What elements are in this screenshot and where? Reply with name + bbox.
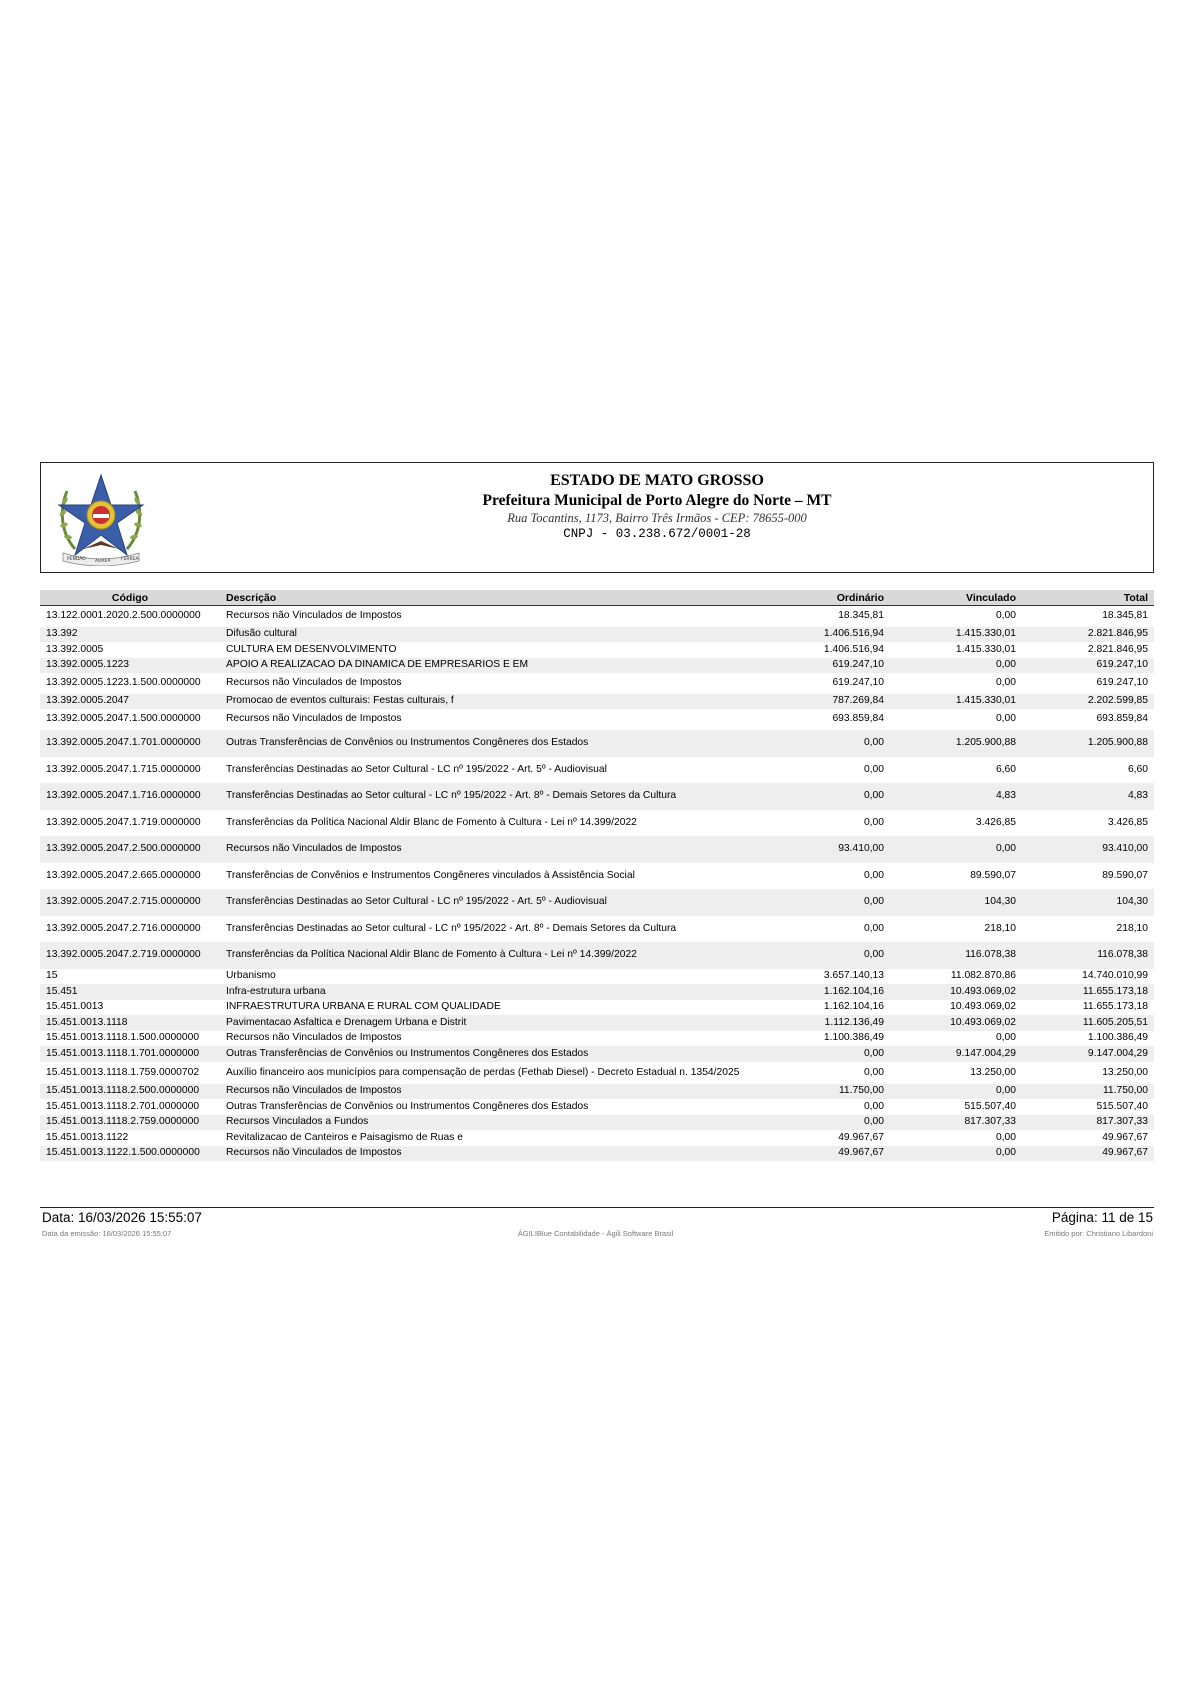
cell-description: Recursos Vinculados a Fundos (220, 1115, 758, 1130)
table-row (40, 1000, 1154, 1015)
cell-total: 1.205.900,88 (1022, 730, 1154, 757)
cell-ordinario: 0,00 (863, 763, 884, 775)
table-row (40, 658, 1154, 673)
cell-code: 15.451.0013.1122.1.500.0000000 (40, 1146, 220, 1161)
cell-total: 11.605.205,51 (1022, 1015, 1154, 1031)
cell-vinculado: 104,30 (890, 889, 1022, 916)
cell-total: 9.147.004,29 (1022, 1046, 1154, 1062)
column-header-description: Descrição (220, 590, 758, 606)
cell-code: 15.451.0013.1118.1.701.0000000 (40, 1046, 220, 1062)
cell-ordinario: 49.967,67 (838, 1131, 884, 1143)
table-row (40, 889, 1154, 916)
cell-ordinario: 0,00 (758, 783, 890, 810)
cell-ordinario: 11.750,00 (758, 1084, 890, 1099)
footer-emission-date: Data da emissão: 16/03/2026 15:55:07 (42, 1229, 172, 1238)
cell-vinculado: 1.205.900,88 (890, 730, 1022, 757)
cell-ordinario: 0,00 (863, 869, 884, 881)
cell-vinculado: 0,00 (890, 658, 1022, 673)
cell-description: Recursos não Vinculados de Impostos (220, 836, 758, 863)
cell-vinculado: 0,00 (890, 836, 1022, 863)
budget-table-container (40, 590, 1154, 1161)
cell-description: Recursos não Vinculados de Impostos (226, 677, 402, 688)
cell-ordinario: 693.859,84 (832, 713, 884, 724)
cell-ordinario: 0,00 (863, 1100, 884, 1112)
table-row (40, 1084, 1154, 1099)
cell-description: Promocao de eventos culturais: Festas culturais, f (220, 694, 758, 709)
cell-ordinario: 0,00 (863, 1066, 884, 1078)
footer-page-number: Página: 11 de 15 (1051, 1210, 1153, 1225)
cell-ordinario: 93.410,00 (758, 836, 890, 863)
cell-code: 15.451.0013 (46, 1001, 104, 1012)
footer-software: ÁGILIBlue Contabilidade - Ágili Software Brasil (517, 1229, 674, 1238)
table-row (40, 1015, 1154, 1031)
cell-description: Transferências Destinadas ao Setor Cultural - LC nº 195/2022 - Art. 5º - Audiovisual (220, 889, 758, 916)
table-row (40, 642, 1154, 658)
table-row (40, 810, 1154, 836)
cell-total: 49.967,67 (1022, 1146, 1154, 1161)
cell-description: Outras Transferências de Convênios ou Instrumentos Congêneres dos Estados (220, 730, 758, 757)
cell-description: Recursos não Vinculados de Impostos (226, 1032, 402, 1043)
cell-description: Recursos não Vinculados de Impostos (220, 1084, 758, 1099)
cell-ordinario: 619.247,10 (832, 677, 884, 688)
cell-description: Outras Transferências de Convênios ou Instrumentos Congêneres dos Estados (226, 1100, 589, 1112)
cell-code: 15.451 (40, 984, 220, 1000)
cell-vinculado: 10.493.069,02 (890, 984, 1022, 1000)
crest-motto-3: FERREA (121, 557, 139, 562)
table-row (40, 969, 1154, 984)
cell-ordinario: 1.406.516,94 (823, 643, 884, 655)
cell-vinculado: 10.493.069,02 (950, 1001, 1016, 1012)
cell-total: 218,10 (1116, 922, 1148, 934)
cell-ordinario: 0,00 (863, 816, 884, 828)
table-row (40, 916, 1154, 942)
cell-code: 15.451.0013.1118 (40, 1015, 220, 1031)
cell-description: Transferências Destinadas ao Setor cultural - LC nº 195/2022 - Art. 8º - Demais Setores da Cultura (220, 783, 758, 810)
report-header (40, 462, 1154, 573)
cell-code: 13.392.0005.1223.1.500.0000000 (46, 677, 201, 688)
cell-code: 13.392.0005.2047.2.715.0000000 (40, 889, 220, 916)
table-row (40, 709, 1154, 730)
crest-motto-2: AUREA (95, 559, 111, 564)
table-row (40, 757, 1154, 783)
cell-description: Transferências da Política Nacional Aldir Blanc de Fomento à Cultura - Lei nº 14.399/2022 (226, 816, 637, 828)
cell-code: 15.451.0013.1118.2.759.0000000 (40, 1115, 220, 1130)
table-row (40, 1115, 1154, 1130)
cell-ordinario: 1.406.516,94 (758, 627, 890, 642)
cell-total: 14.740.010,99 (1082, 970, 1148, 981)
cell-total: 2.821.846,95 (1022, 627, 1154, 642)
cell-code: 15.451.0013.1118.2.701.0000000 (46, 1100, 200, 1112)
cell-ordinario: 18.345,81 (838, 610, 884, 622)
prefecture-name: Prefeitura Municipal de Porto Alegre do Norte – MT (482, 492, 832, 509)
budget-table (40, 590, 1154, 1161)
cell-total: 619.247,10 (1096, 677, 1148, 688)
cell-ordinario: 1.100.386,49 (823, 1032, 884, 1043)
cell-ordinario: 0,00 (758, 942, 890, 969)
cell-total: 93.410,00 (1022, 836, 1154, 863)
cell-ordinario: 3.657.140,13 (823, 970, 884, 981)
cell-description: Transferências de Convênios e Instrumentos Congêneres vinculados à Assistência Social (226, 869, 635, 881)
cell-code: 13.392.0005.1223 (40, 658, 220, 673)
cell-code: 15.451.0013.1122 (46, 1131, 129, 1143)
cell-total: 817.307,33 (1022, 1115, 1154, 1130)
cell-ordinario: 49.967,67 (758, 1146, 890, 1161)
cell-vinculado: 6,60 (995, 763, 1016, 775)
cell-vinculado: 0,00 (995, 1032, 1016, 1043)
footer-issuer: Emitido por: Christiano Libardoni (1044, 1229, 1153, 1238)
table-row (40, 1099, 1154, 1115)
cell-vinculado: 1.415.330,01 (890, 627, 1022, 642)
table-row (40, 783, 1154, 810)
prefecture-address: Rua Tocantins, 1173, Bairro Três Irmãos - CEP: 78655-000 (507, 511, 807, 525)
table-row (40, 694, 1154, 709)
cell-description: Recursos não Vinculados de Impostos (220, 1146, 758, 1161)
cell-code: 13.392.0005.2047.2.716.0000000 (46, 922, 201, 934)
table-row (40, 1046, 1154, 1062)
column-header-vinculado: Vinculado (890, 590, 1022, 606)
state-name: ESTADO DE MATO GROSSO (550, 472, 764, 489)
cell-description: Outras Transferências de Convênios ou Instrumentos Congêneres dos Estados (220, 1046, 758, 1062)
cell-total: 2.821.846,95 (1087, 643, 1148, 655)
cell-vinculado: 0,00 (995, 1131, 1016, 1143)
table-row (40, 1130, 1154, 1146)
table-header-row (40, 590, 1154, 606)
cell-vinculado: 1.415.330,01 (955, 643, 1016, 655)
cell-code: 15 (46, 970, 58, 981)
cell-description: Transferências Destinadas ao Setor cultural - LC nº 195/2022 - Art. 8º - Demais Setores da Cultura (226, 922, 677, 934)
cell-description: Pavimentacao Asfaltica e Drenagem Urbana e Distrit (220, 1015, 758, 1031)
cell-ordinario: 1.112.136,49 (758, 1015, 890, 1031)
cell-total: 619.247,10 (1022, 658, 1154, 673)
cell-total: 2.202.599,85 (1022, 694, 1154, 709)
cell-code: 13.392.0005.2047.1.715.0000000 (46, 763, 201, 775)
cell-description: Revitalizacao de Canteiros e Paisagismo de Ruas e (226, 1131, 463, 1143)
cell-vinculado: 1.415.330,01 (890, 694, 1022, 709)
cell-description: Transferências da Política Nacional Aldir Blanc de Fomento à Cultura - Lei nº 14.399/2022 (220, 942, 758, 969)
cell-vinculado: 0,00 (995, 713, 1016, 724)
cell-description: Infra-estrutura urbana (220, 984, 758, 1000)
cell-description: INFRAESTRUTURA URBANA E RURAL COM QUALIDADE (226, 1001, 501, 1012)
cell-code: 13.392.0005.2047.2.665.0000000 (46, 869, 201, 881)
table-row (40, 863, 1154, 889)
cell-vinculado: 0,00 (995, 610, 1016, 622)
cell-vinculado: 0,00 (890, 1146, 1022, 1161)
cell-total: 1.100.386,49 (1087, 1032, 1148, 1043)
cell-total: 116.078,38 (1022, 942, 1154, 969)
table-row (40, 1062, 1154, 1084)
cell-code: 13.392 (40, 627, 220, 642)
cell-total: 6,60 (1127, 763, 1148, 775)
cell-code: 13.392.0005.2047.2.719.0000000 (40, 942, 220, 969)
cell-ordinario: 0,00 (863, 922, 884, 934)
cell-total: 13.250,00 (1102, 1066, 1148, 1078)
table-row (40, 1146, 1154, 1161)
cell-code: 13.392.0005.2047 (40, 694, 220, 709)
cell-vinculado: 89.590,07 (970, 869, 1016, 881)
footer-divider (40, 1207, 1154, 1208)
cell-vinculado: 4,83 (890, 783, 1022, 810)
cell-total: 11.655.173,18 (1022, 984, 1154, 1000)
cell-description: CULTURA EM DESENVOLVIMENTO (226, 643, 397, 655)
cell-vinculado: 116.078,38 (890, 942, 1022, 969)
column-header-code: Código (40, 590, 220, 606)
cell-description: Transferências Destinadas ao Setor Cultural - LC nº 195/2022 - Art. 5º - Audiovisual (226, 763, 607, 775)
cell-total: 49.967,67 (1102, 1131, 1148, 1143)
cell-description: Recursos não Vinculados de Impostos (226, 610, 402, 622)
cell-total: 18.345,81 (1102, 610, 1148, 622)
cell-ordinario: 0,00 (758, 1046, 890, 1062)
cell-code: 15.451.0013.1118.1.500.0000000 (46, 1032, 200, 1043)
table-row (40, 1031, 1154, 1046)
cell-vinculado: 817.307,33 (890, 1115, 1022, 1130)
cell-ordinario: 0,00 (758, 1115, 890, 1130)
cell-ordinario: 0,00 (758, 889, 890, 916)
cell-description: Recursos não Vinculados de Impostos (226, 713, 402, 724)
crest-motto-1: PENDÃO (67, 557, 86, 562)
table-row (40, 984, 1154, 1000)
table-row (40, 627, 1154, 642)
table-row (40, 942, 1154, 969)
cell-code: 13.122.0001.2020.2.500.0000000 (46, 610, 201, 622)
cell-vinculado: 0,00 (995, 677, 1016, 688)
cell-code: 13.392.0005 (46, 643, 104, 655)
cell-code: 13.392.0005.2047.1.719.0000000 (46, 816, 201, 828)
cell-vinculado: 9.147.004,29 (890, 1046, 1022, 1062)
cell-vinculado: 3.426,85 (975, 816, 1016, 828)
cell-total: 4,83 (1022, 783, 1154, 810)
cell-total: 89.590,07 (1102, 869, 1148, 881)
cell-vinculado: 11.082.870,86 (950, 970, 1016, 981)
cell-description: Difusão cultural (220, 627, 758, 642)
cell-total: 693.859,84 (1096, 713, 1148, 724)
cell-code: 13.392.0005.2047.1.716.0000000 (40, 783, 220, 810)
table-row (40, 836, 1154, 863)
cell-vinculado: 218,10 (984, 922, 1016, 934)
cell-total: 11.750,00 (1022, 1084, 1154, 1099)
cell-total: 11.655.173,18 (1082, 1001, 1148, 1012)
cell-code: 13.392.0005.2047.2.500.0000000 (40, 836, 220, 863)
cell-code: 13.392.0005.2047.1.500.0000000 (46, 713, 201, 724)
cell-code: 15.451.0013.1118.2.500.0000000 (40, 1084, 220, 1099)
cell-vinculado: 10.493.069,02 (890, 1015, 1022, 1031)
table-body (40, 606, 1154, 1161)
footer-date: Data: 16/03/2026 15:55:07 (42, 1210, 202, 1225)
column-header-ordinario: Ordinário (758, 590, 890, 606)
table-row (40, 730, 1154, 757)
prefecture-cnpj: CNPJ - 03.238.672/0001-28 (563, 527, 751, 541)
cell-code: 15.451.0013.1118.1.759.0000702 (46, 1066, 200, 1078)
column-header-total: Total (1022, 590, 1154, 606)
cell-total: 515.507,40 (1096, 1100, 1148, 1112)
cell-total: 3.426,85 (1107, 816, 1148, 828)
cell-ordinario: 1.162.104,16 (823, 1001, 884, 1012)
cell-description: Auxílio financeiro aos municípios para compensação de perdas (Fethab Diesel) - Decreto Estadual n. 1354/2025 (226, 1066, 740, 1078)
cell-vinculado: 13.250,00 (970, 1066, 1016, 1078)
cell-description: APOIO A REALIZACAO DA DINAMICA DE EMPRESARIOS E EM (220, 658, 758, 673)
cell-ordinario: 1.162.104,16 (758, 984, 890, 1000)
table-row (40, 606, 1154, 627)
cell-vinculado: 515.507,40 (964, 1100, 1016, 1112)
cell-code: 13.392.0005.2047.1.701.0000000 (40, 730, 220, 757)
cell-description: Urbanismo (226, 970, 276, 981)
cell-ordinario: 619.247,10 (758, 658, 890, 673)
cell-ordinario: 0,00 (758, 730, 890, 757)
cell-vinculado: 0,00 (890, 1084, 1022, 1099)
table-row (40, 673, 1154, 694)
cell-total: 104,30 (1022, 889, 1154, 916)
cell-ordinario: 787.269,84 (758, 694, 890, 709)
